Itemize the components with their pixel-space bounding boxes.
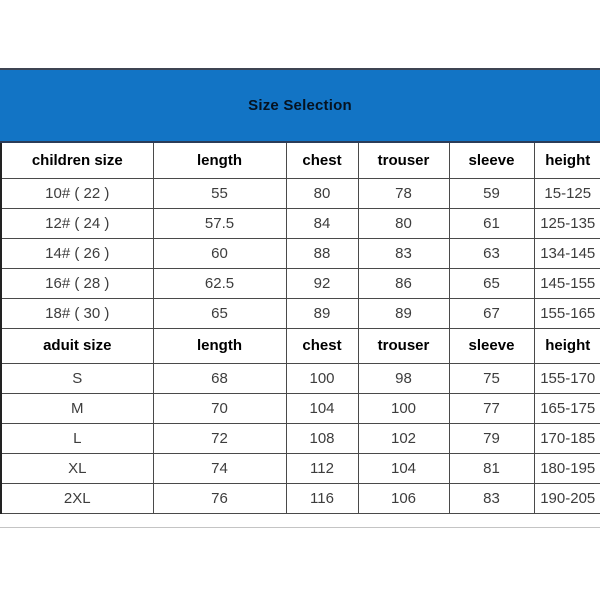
length-cell: 57.5 [153,208,286,238]
column-header-trouser: trouser [358,328,449,363]
trouser-cell: 98 [358,363,449,393]
length-cell: 76 [153,483,286,513]
height-cell: 180-195 [534,453,600,483]
trouser-cell: 83 [358,238,449,268]
sleeve-cell: 61 [449,208,534,238]
column-header-children-size: children size [1,143,153,178]
height-cell: 190-205 [534,483,600,513]
table-row-16 [1,268,600,298]
chest-cell: 108 [286,423,358,453]
table-row-14 [1,238,600,268]
height-cell: 15-125 [534,178,600,208]
length-cell: 70 [153,393,286,423]
length-cell: 65 [153,298,286,328]
height-cell: 155-165 [534,298,600,328]
size-label-cell: XL [1,453,153,483]
length-cell: 68 [153,363,286,393]
column-header-chest: chest [286,143,358,178]
trouser-cell: 100 [358,393,449,423]
length-cell: 55 [153,178,286,208]
sleeve-cell: 77 [449,393,534,423]
trouser-cell: 86 [358,268,449,298]
trouser-cell: 89 [358,298,449,328]
column-header-chest: chest [286,328,358,363]
table-row-18 [1,298,600,328]
length-cell: 60 [153,238,286,268]
table-row-s [1,363,600,393]
trouser-cell: 78 [358,178,449,208]
sleeve-cell: 79 [449,423,534,453]
length-cell: 74 [153,453,286,483]
height-cell: 145-155 [534,268,600,298]
table-row-l [1,423,600,453]
size-label-cell: M [1,393,153,423]
height-cell: 134-145 [534,238,600,268]
column-header-adult-size: aduit size [1,328,153,363]
children-header-row [1,143,600,178]
size-label-cell: 18# ( 30 ) [1,298,153,328]
chest-cell: 84 [286,208,358,238]
table-row-10 [1,178,600,208]
height-cell: 165-175 [534,393,600,423]
length-cell: 62.5 [153,268,286,298]
height-cell: 170-185 [534,423,600,453]
size-label-cell: 16# ( 28 ) [1,268,153,298]
sleeve-cell: 75 [449,363,534,393]
size-selection-banner [0,68,600,143]
sleeve-cell: 83 [449,483,534,513]
table-row-2xl [1,483,600,513]
column-header-length: length [153,143,286,178]
table-row-xl [1,453,600,483]
chest-cell: 100 [286,363,358,393]
adult-header-row [1,328,600,363]
chest-cell: 112 [286,453,358,483]
sleeve-cell: 81 [449,453,534,483]
size-label-cell: S [1,363,153,393]
table-row-12 [1,208,600,238]
size-label-cell: 10# ( 22 ) [1,178,153,208]
chest-cell: 116 [286,483,358,513]
height-cell: 125-135 [534,208,600,238]
chest-cell: 89 [286,298,358,328]
trouser-cell: 104 [358,453,449,483]
chest-cell: 104 [286,393,358,423]
column-header-sleeve: sleeve [449,143,534,178]
column-header-length: length [153,328,286,363]
size-label-cell: 14# ( 26 ) [1,238,153,268]
size-label-cell: L [1,423,153,453]
size-label-cell: 12# ( 24 ) [1,208,153,238]
banner-title: Size Selection [248,97,352,114]
column-header-height: height [534,143,600,178]
table-bottom-shadow-line [0,527,600,528]
chest-cell: 88 [286,238,358,268]
sleeve-cell: 67 [449,298,534,328]
column-header-height: height [534,328,600,363]
sleeve-cell: 59 [449,178,534,208]
size-table [0,143,600,514]
size-label-cell: 2XL [1,483,153,513]
length-cell: 72 [153,423,286,453]
chest-cell: 80 [286,178,358,208]
table-row-m [1,393,600,423]
column-header-sleeve: sleeve [449,328,534,363]
trouser-cell: 102 [358,423,449,453]
chest-cell: 92 [286,268,358,298]
height-cell: 155-170 [534,363,600,393]
trouser-cell: 106 [358,483,449,513]
sleeve-cell: 63 [449,238,534,268]
sleeve-cell: 65 [449,268,534,298]
trouser-cell: 80 [358,208,449,238]
column-header-trouser: trouser [358,143,449,178]
